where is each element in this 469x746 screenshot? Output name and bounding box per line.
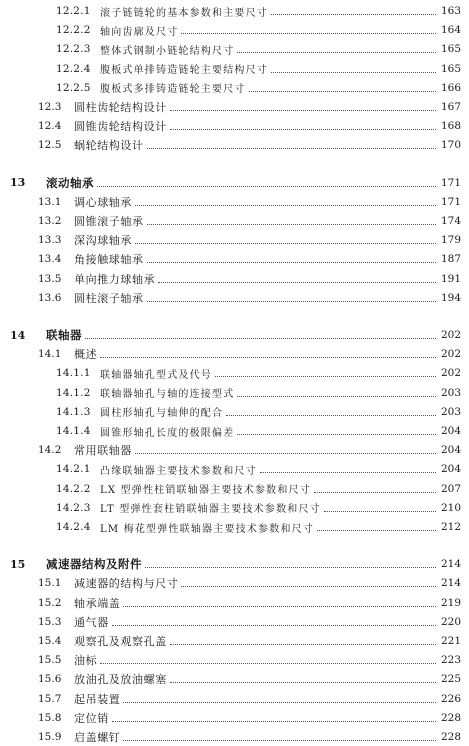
toc-entry-number: 13.2 [38, 215, 62, 227]
toc-entry-number: 12.2.4 [56, 62, 91, 75]
toc-entry-page-number: 204 [440, 425, 461, 437]
toc-entry-page-number: 219 [440, 596, 461, 609]
toc-entry-title: 单向推力球轴承 [74, 272, 156, 286]
dot-leader [158, 281, 436, 283]
toc-entry-number: 15.3 [38, 615, 62, 628]
toc-entry-page-number: 214 [440, 577, 461, 590]
toc-section-entry[interactable] [0, 270, 469, 288]
dot-leader [147, 261, 436, 263]
toc-entry-number: 15.7 [38, 692, 62, 705]
toc-entry-title: 放油孔及放油螺塞 [74, 673, 167, 687]
toc-entry-page-number: 191 [440, 272, 461, 285]
toc-entry-title: 腹板式单排铸造链轮主要结构尺寸 [100, 65, 268, 77]
toc-entry-page-number: 203 [440, 386, 461, 399]
toc-entry-page-number: 210 [440, 501, 461, 514]
toc-entry-page-number: 165 [440, 43, 461, 56]
toc-chapter-entry[interactable] [0, 555, 469, 573]
toc-section-entry[interactable] [0, 574, 469, 592]
dot-leader [181, 32, 436, 34]
dot-leader [170, 681, 436, 683]
toc-entry-title: 减速器的结构与尺寸 [74, 577, 179, 591]
dot-leader [215, 375, 436, 377]
toc-entry-page-number: 166 [440, 81, 461, 94]
toc-entry-title: 轴向齿廓及尺寸 [100, 26, 179, 38]
toc-entry-number: 15.8 [38, 711, 62, 724]
toc-entry-title: 滚动轴承 [46, 175, 94, 190]
toc-entry-title: 联轴器轴孔型式及代号 [100, 369, 212, 381]
toc-entry-title: 减速器结构及附件 [46, 557, 142, 572]
toc-entry-number: 14.1.2 [56, 386, 91, 399]
toc-section-entry[interactable] [0, 136, 469, 154]
dot-leader [123, 739, 436, 741]
toc-chapter-entry[interactable] [0, 174, 469, 192]
toc-section-entry[interactable] [0, 212, 469, 230]
toc-entry-number: 14.2.2 [56, 482, 91, 495]
toc-entry-number: 13.4 [38, 253, 62, 266]
toc-entry-title: 整体式钢制小链轮结构尺寸 [100, 45, 235, 57]
dot-leader [314, 491, 436, 493]
toc-entry-number: 12.5 [38, 139, 62, 152]
toc-entry-number: 12.2.2 [56, 24, 91, 37]
toc-entry-page-number: 170 [440, 139, 461, 152]
toc-entry-number: 13.5 [38, 272, 62, 285]
toc-entry-number: 13.1 [38, 195, 62, 208]
toc-entry-number: 15.9 [38, 731, 62, 743]
toc-entry-number: 14.2.3 [56, 501, 91, 514]
toc-subsection-entry[interactable] [0, 460, 469, 478]
toc-entry-page-number: 221 [440, 635, 461, 647]
dot-leader [112, 624, 436, 626]
dot-leader [147, 223, 436, 225]
toc-entry-page-number: 228 [440, 731, 461, 743]
toc-entry-number: 12.2.3 [56, 43, 91, 56]
toc-entry-number: 14.2.1 [56, 463, 91, 476]
toc-entry-number: 15.2 [38, 596, 62, 609]
toc-section-entry[interactable] [0, 651, 469, 669]
toc-chapter-entry[interactable] [0, 326, 469, 344]
toc-entry-number: 13 [10, 176, 26, 190]
toc-entry-page-number: 171 [440, 176, 461, 189]
dot-leader [181, 585, 436, 587]
toc-subsection-entry[interactable] [0, 2, 469, 20]
toc-section-entry[interactable] [0, 728, 469, 746]
toc-entry-page-number: 214 [440, 558, 461, 571]
toc-entry-number: 14.1.1 [56, 367, 91, 380]
toc-entry-title: 圆锥滚子轴承 [74, 215, 144, 228]
toc-entry-number: 13.6 [38, 291, 62, 304]
toc-section-entry[interactable] [0, 613, 469, 631]
toc-subsection-entry[interactable] [0, 480, 469, 498]
toc-entry-number: 12.2.1 [56, 5, 91, 17]
toc-section-entry[interactable] [0, 250, 469, 268]
toc-entry-page-number: 163 [440, 5, 461, 17]
toc-entry-title: LX 型弹性柱销联轴器主要技术参数和尺寸 [100, 485, 311, 497]
toc-entry-number: 12.3 [38, 101, 62, 113]
toc-entry-title: 角接触球轴承 [74, 253, 144, 267]
toc-entry-number: 14.1.3 [56, 405, 91, 418]
toc-entry-title: 凸缘联轴器主要技术参数和尺寸 [100, 465, 257, 477]
toc-entry-page-number: 202 [440, 329, 461, 341]
dot-leader [123, 605, 436, 607]
toc-entry-page-number: 202 [440, 367, 461, 380]
toc-entry-number: 14.2.4 [56, 521, 91, 533]
toc-entry-number: 15.1 [38, 577, 62, 590]
toc-subsection-entry[interactable] [0, 79, 469, 97]
toc-entry-number: 15 [10, 557, 26, 571]
toc-entry-title: 圆锥齿轮结构设计 [74, 120, 167, 134]
dot-leader [147, 147, 436, 149]
toc-entry-page-number: 187 [440, 253, 461, 266]
toc-entry-title: LM 梅花型弹性联轴器主要技术参数和尺寸 [100, 523, 315, 535]
toc-entry-title: 联轴器 [46, 328, 82, 342]
toc-entry-page-number: 174 [440, 215, 461, 227]
toc-entry-number: 13.3 [38, 234, 62, 247]
toc-entry-page-number: 203 [440, 405, 461, 418]
dot-leader [147, 300, 436, 302]
dot-leader [271, 13, 436, 15]
toc-section-entry[interactable] [0, 709, 469, 727]
toc-entry-title: 调心球轴承 [74, 195, 132, 209]
toc-entry-page-number: 225 [440, 673, 461, 686]
dot-leader [237, 395, 436, 397]
toc-section-entry[interactable] [0, 193, 469, 211]
toc-entry-title: 深沟球轴承 [74, 234, 132, 248]
dot-leader [170, 109, 436, 111]
toc-section-entry[interactable] [0, 231, 469, 249]
toc-entry-page-number: 228 [440, 711, 461, 724]
toc-entry-title: 联轴器轴孔与轴的连接型式 [100, 389, 235, 401]
toc-entry-page-number: 226 [440, 692, 461, 705]
toc-entry-page-number: 207 [440, 482, 461, 495]
toc-entry-number: 14.2 [38, 444, 62, 457]
toc-entry-page-number: 165 [440, 62, 461, 75]
toc-entry-number: 12.2.5 [56, 81, 91, 94]
toc-subsection-entry[interactable] [0, 60, 469, 78]
toc-section-entry[interactable] [0, 690, 469, 708]
dot-leader [135, 452, 436, 454]
dot-leader [145, 566, 436, 568]
dot-leader [271, 71, 436, 73]
toc-entry-page-number: 167 [440, 101, 461, 113]
toc-entry-page-number: 194 [440, 291, 461, 304]
toc-subsection-entry[interactable] [0, 518, 469, 536]
toc-entry-title: 圆柱齿轮结构设计 [74, 101, 167, 114]
toc-entry-title: 圆锥形轴孔长度的极限偏差 [100, 427, 235, 439]
toc-entry-number: 14 [10, 328, 26, 342]
toc-entry-number: 15.6 [38, 673, 62, 686]
toc-section-entry[interactable] [0, 98, 469, 116]
dot-leader [97, 185, 436, 187]
toc-entry-title: 观察孔及观察孔盖 [74, 635, 167, 648]
toc-subsection-entry[interactable] [0, 422, 469, 440]
dot-leader [249, 90, 436, 92]
toc-entry-page-number: 212 [440, 521, 461, 533]
toc-entry-title: 常用联轴器 [74, 444, 132, 458]
dot-leader [226, 414, 436, 416]
toc-entry-page-number: 220 [440, 615, 461, 628]
dot-leader [317, 529, 436, 531]
toc-entry-title: 腹板式多排铸造链轮主要尺寸 [100, 84, 246, 96]
toc-entry-title: 油标 [74, 654, 98, 668]
dot-leader [170, 128, 436, 130]
toc-subsection-entry[interactable] [0, 499, 469, 517]
toc-entry-number: 14.1 [38, 348, 62, 361]
dot-leader [237, 433, 436, 435]
toc-entry-title: 概述 [74, 348, 98, 362]
toc-entry-number: 15.5 [38, 654, 62, 667]
toc-entry-title: 蜗轮结构设计 [74, 139, 144, 153]
toc-section-entry[interactable] [0, 117, 469, 135]
dot-leader [100, 356, 436, 358]
dot-leader [112, 720, 436, 722]
toc-section-entry[interactable] [0, 632, 469, 650]
toc-entry-title: 圆柱滚子轴承 [74, 291, 144, 305]
toc-entry-page-number: 179 [440, 234, 461, 247]
toc-section-entry[interactable] [0, 345, 469, 363]
toc-subsection-entry[interactable] [0, 21, 469, 39]
dot-leader [100, 662, 436, 664]
toc-subsection-entry[interactable] [0, 403, 469, 421]
toc-entry-page-number: 202 [440, 348, 461, 361]
toc-entry-page-number: 168 [440, 120, 461, 133]
dot-leader [237, 51, 436, 53]
toc-entry-page-number: 204 [440, 444, 461, 457]
toc-entry-title: 滚子链链轮的基本参数和主要尺寸 [100, 7, 268, 19]
dot-leader [123, 701, 436, 703]
toc-entry-page-number: 223 [440, 654, 461, 667]
toc-section-entry[interactable] [0, 594, 469, 612]
toc-section-entry[interactable] [0, 441, 469, 459]
toc-entry-title: LT 型弹性套柱销联轴器主要技术参数和尺寸 [100, 504, 321, 516]
toc-entry-title: 圆柱形轴孔与轴伸的配合 [100, 408, 224, 420]
toc-subsection-entry[interactable] [0, 384, 469, 402]
toc-section-entry[interactable] [0, 670, 469, 688]
toc-entry-title: 通气器 [74, 615, 109, 629]
toc-section-entry[interactable] [0, 289, 469, 307]
toc-entry-title: 定位销 [74, 711, 109, 725]
toc-entry-number: 14.1.4 [56, 425, 91, 437]
dot-leader [135, 242, 436, 244]
toc-entry-number: 12.4 [38, 120, 62, 133]
toc-entry-title: 起吊装置 [74, 692, 121, 706]
toc-entry-page-number: 164 [440, 24, 461, 37]
dot-leader [324, 510, 436, 512]
toc-subsection-entry[interactable] [0, 40, 469, 58]
toc-entry-page-number: 171 [440, 195, 461, 208]
dot-leader [135, 204, 436, 206]
toc-entry-title: 轴承端盖 [74, 596, 121, 610]
dot-leader [170, 643, 436, 645]
dot-leader [85, 337, 436, 339]
toc-entry-number: 15.4 [38, 635, 62, 647]
toc-subsection-entry[interactable] [0, 364, 469, 382]
toc-entry-title: 启盖螺钉 [74, 731, 121, 744]
dot-leader [260, 471, 436, 473]
toc-entry-page-number: 204 [440, 463, 461, 476]
